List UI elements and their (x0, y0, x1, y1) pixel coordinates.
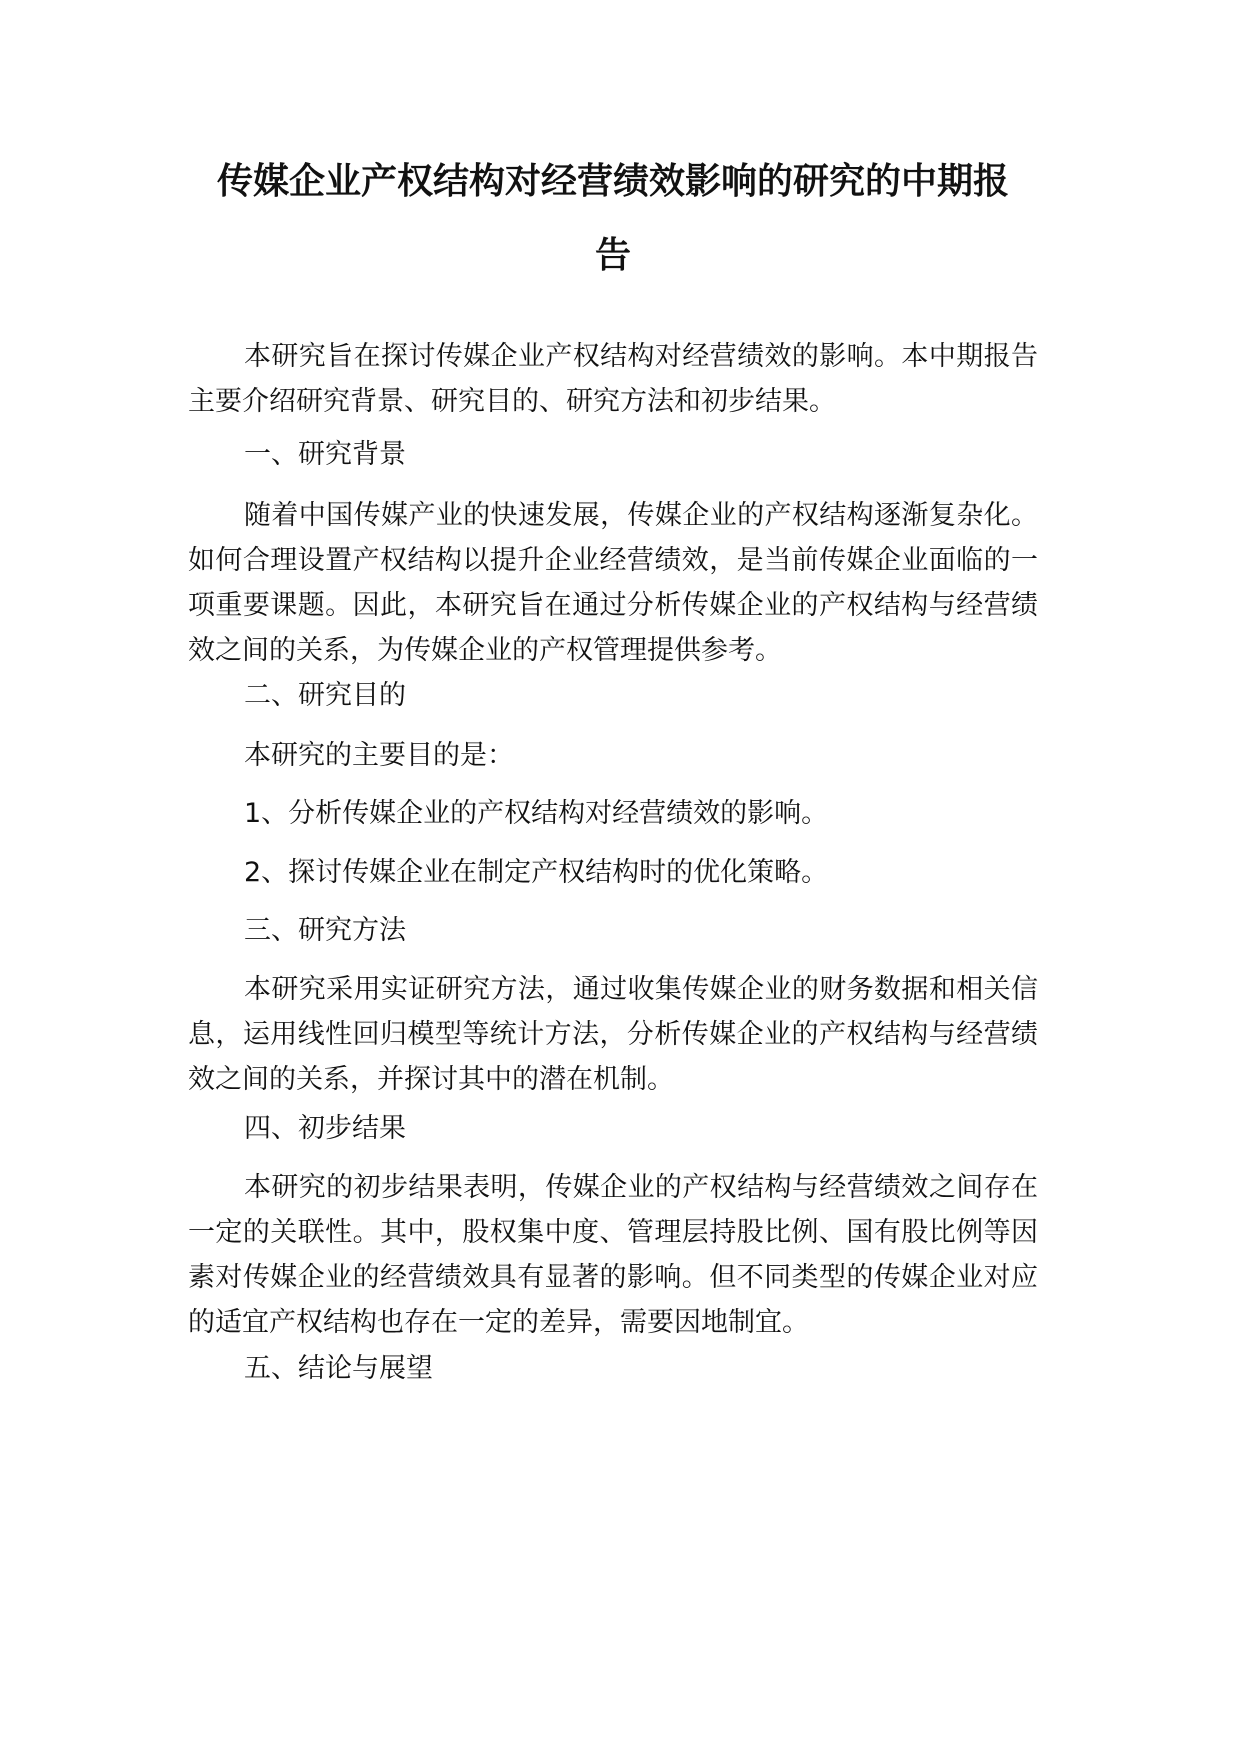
background-paragraph: 随着中国传媒产业的快速发展，传媒企业的产权结构逐渐复杂化。如何合理设置产权结构以提升企业经营绩效，是当前传媒企业面临的一项重要课题。因此，本研究旨在通过分析传媒企业的产权结构与经营绩效之间的关系，为传媒企业的产权管理提供参考。 (188, 500, 1038, 666)
section-heading-background: 一、研究背景 (244, 439, 406, 470)
document-title-line-2: 告 (594, 235, 631, 276)
results-paragraph: 本研究的初步结果表明，传媒企业的产权结构与经营绩效之间存在一定的关联性。其中，股权集中度、管理层持股比例、国有股比例等因素对传媒企业的经营绩效具有显著的影响。但不同类型的传媒企业对应的适宜产权结构也存在一定的差异，需要因地制宜。 (188, 1172, 1038, 1338)
document-title-line-1: 传媒企业产权结构对经营绩效影响的研究的中期报 (216, 161, 1009, 202)
methods-paragraph: 本研究采用实证研究方法，通过收集传媒企业的财务数据和相关信息，运用线性回归模型等统计方法，分析传媒企业的产权结构与经营绩效之间的关系，并探讨其中的潜在机制。 (188, 974, 1038, 1095)
section-heading-objectives: 二、研究目的 (244, 680, 406, 711)
section-heading-results: 四、初步结果 (244, 1113, 406, 1144)
section-heading-conclusion: 五、结论与展望 (244, 1353, 433, 1384)
objectives-intro: 本研究的主要目的是： (244, 740, 514, 771)
intro-paragraph: 本研究旨在探讨传媒企业产权结构对经营绩效的影响。本中期报告主要介绍研究背景、研究目的、研究方法和初步结果。 (188, 341, 1038, 417)
objective-item-1: 1、分析传媒企业的产权结构对经营绩效的影响。 (244, 798, 829, 829)
objective-item-2: 2、探讨传媒企业在制定产权结构时的优化策略。 (244, 857, 829, 888)
section-heading-methods: 三、研究方法 (244, 915, 406, 946)
